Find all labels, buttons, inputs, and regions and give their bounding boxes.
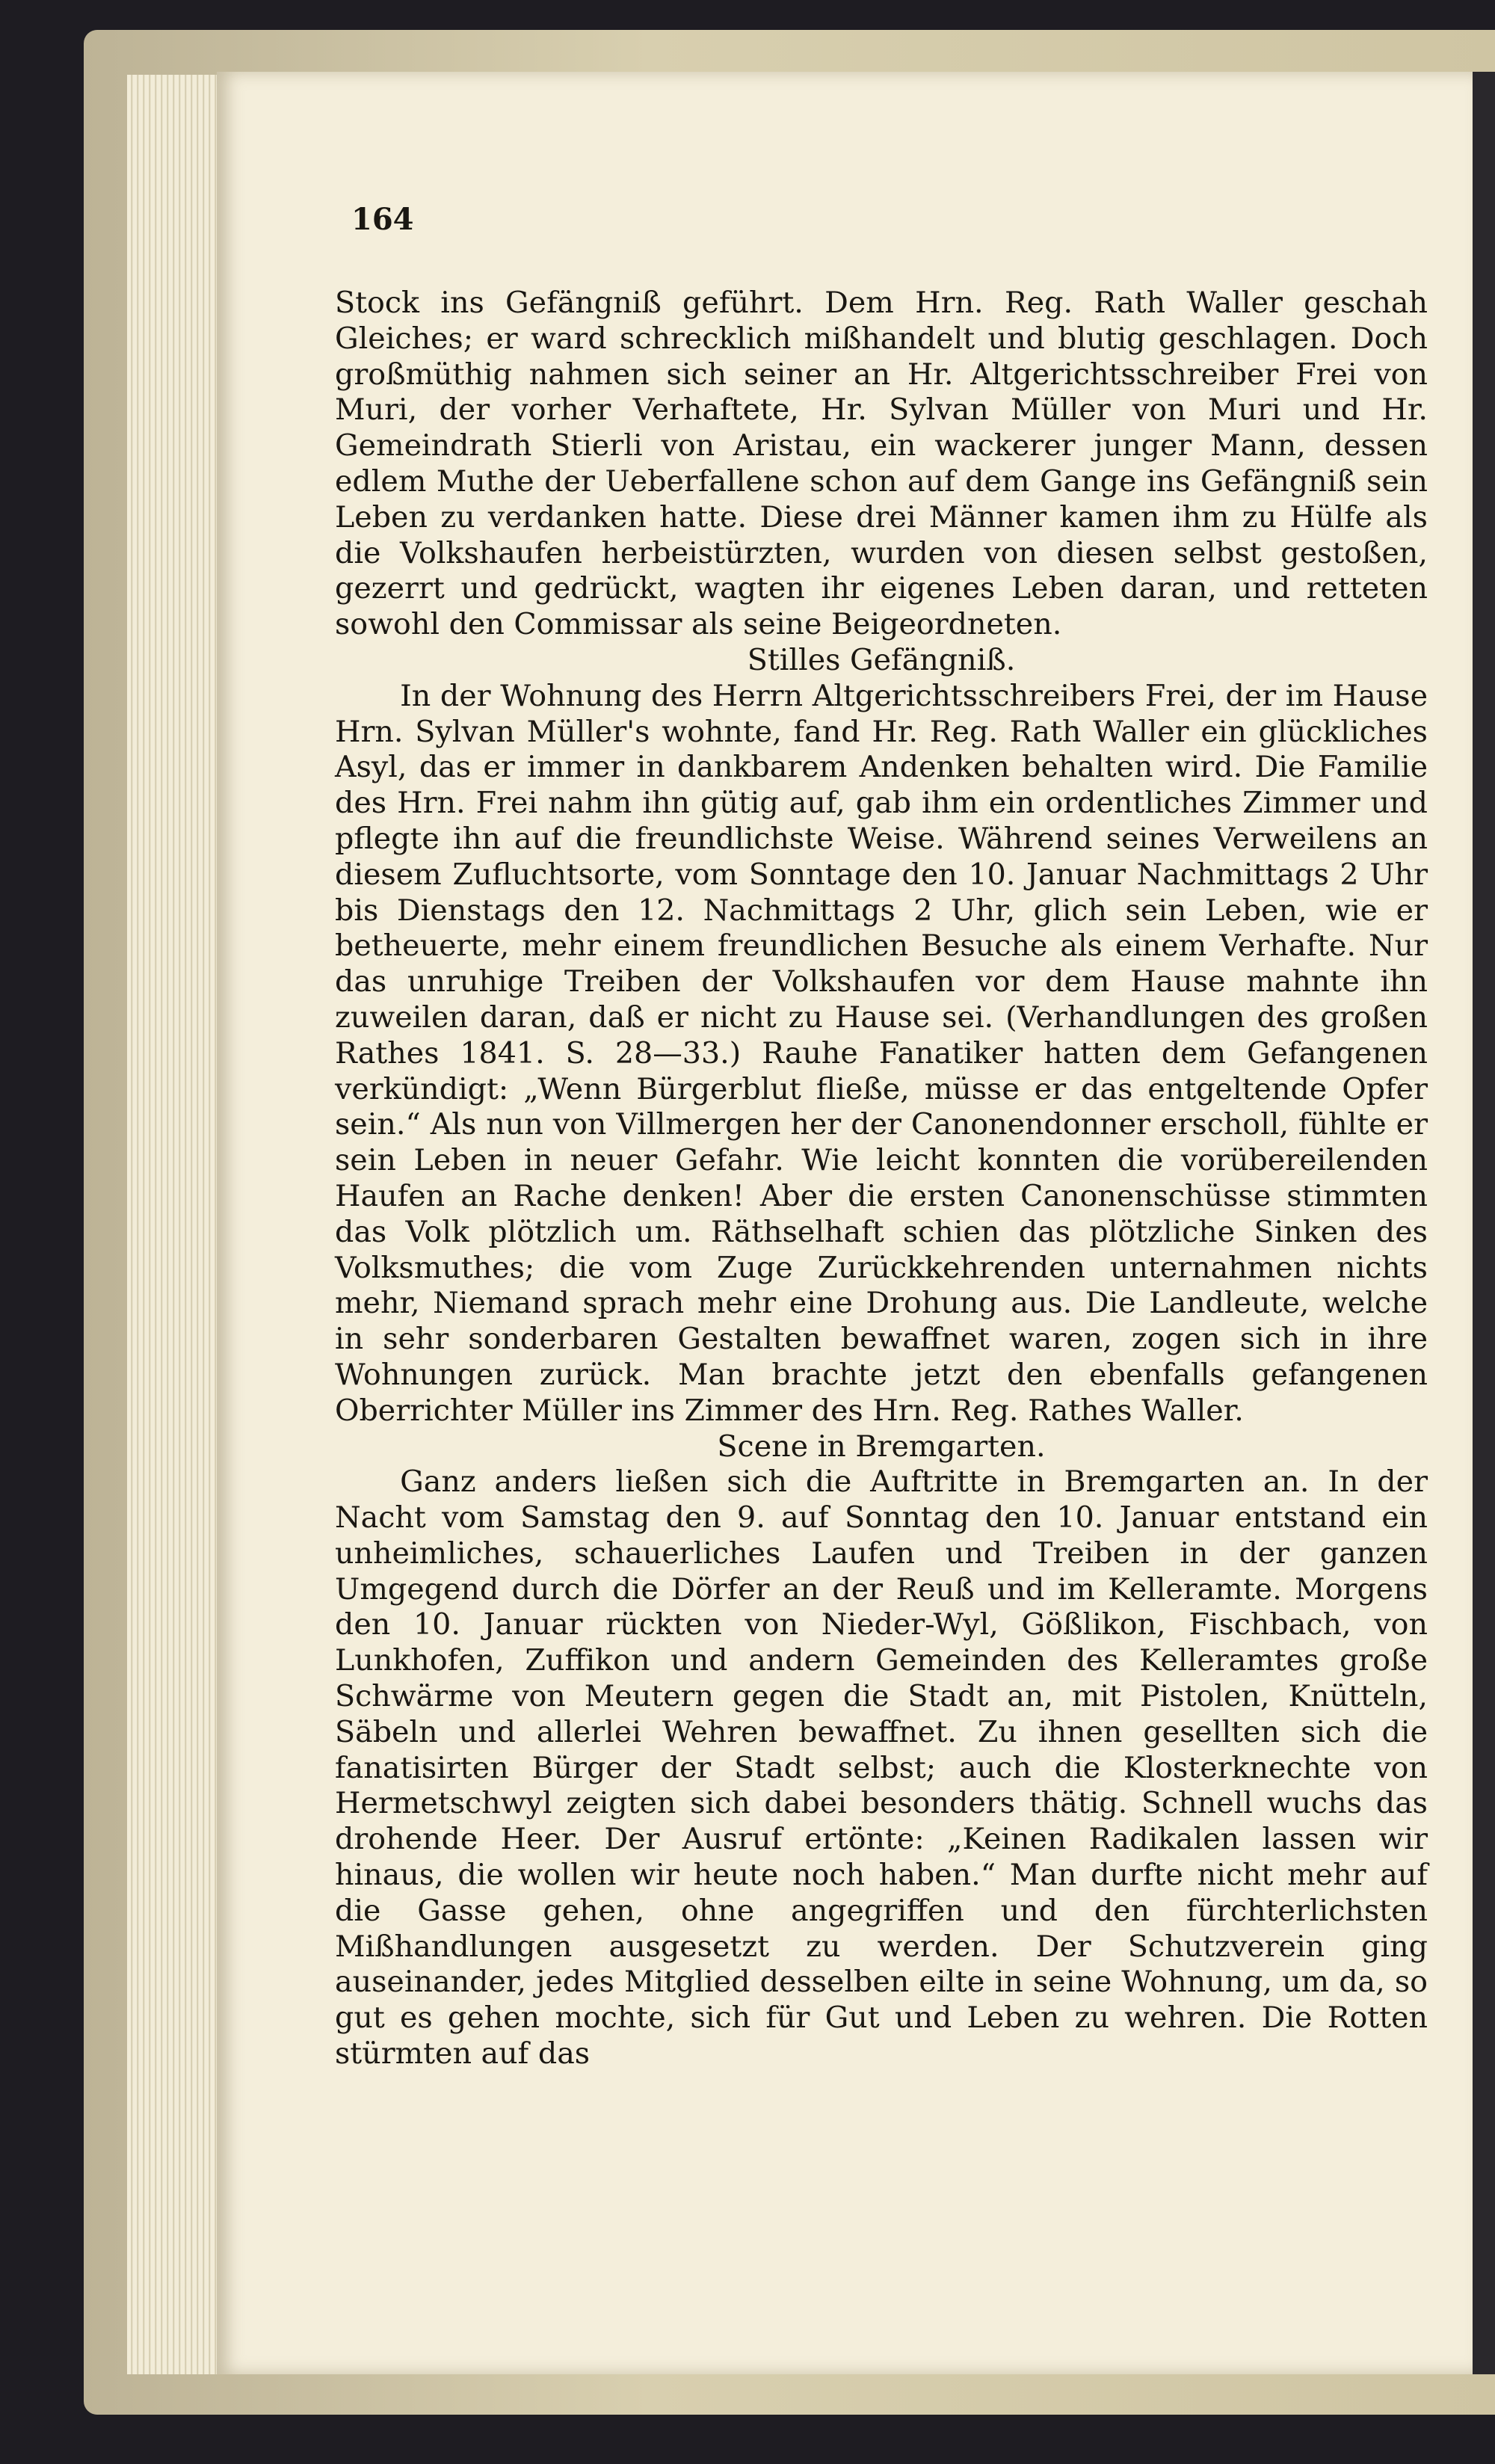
section-heading-scene-in-bremgarten: Scene in Bremgarten. [717, 1429, 1046, 1464]
page-text [335, 286, 1428, 2072]
section-heading-stilles-gefaengniss: Stilles Gefängniß. [747, 642, 1016, 677]
page-number: 164 [351, 202, 414, 237]
paragraph-1: Stock ins Gefängniß geführt. Dem Hrn. Reg. Rath Waller geschah Gleiches; er ward schrecklich mißhandelt und blutig geschlagen. Doch großmüthig nahmen sich seiner an Hr. Altgerichtsschreiber Frei von Muri, der vorher Verhaftete, Hr. Sylvan Müller von Muri und Hr. Gemeindrath Stierli von Aristau, ein wackerer junger Mann, dessen edlem Muthe der Ueberfallene schon auf dem Gange ins Gefängniß sein Leben zu verdanken hatte. Diese drei Männer kamen ihm zu Hülfe als die Volkshaufen herbeistürzten, wurden von diesen selbst gestoßen, gezerrt und gedrückt, wagten ihr eigenes Leben daran, und retteten sowohl den Commissar als seine Beigeordneten. [335, 286, 1428, 642]
background-edge [1473, 72, 1495, 2374]
paragraph-3: Ganz anders ließen sich die Auftritte in Bremgarten an. In der Nacht vom Samstag den 9. auf Sonntag den 10. Januar entstand ein unheimliches, schauerliches Laufen und Treiben in der ganzen Umgegend durch die Dörfer an der Reuß und im Kelleramte. Morgens den 10. Januar rückten von Nieder-Wyl, Gößlikon, Fischbach, von Lunkhofen, Zuffikon und andern Gemeinden des Kelleramtes große Schwärme von Meutern gegen die Stadt an, mit Pistolen, Knütteln, Säbeln und allerlei Wehren bewaffnet. Zu ihnen gesellten sich die fanatisirten Bürger der Stadt selbst; auch die Klosterknechte von Hermetschwyl zeigten sich dabei besonders thätig. Schnell wuchs das drohende Heer. Der Ausruf ertönte: „Keinen Radikalen lassen wir hinaus, die wollen wir heute noch haben.“ Man durfte nicht mehr auf die Gasse gehen, ohne angegriffen und den fürchterlichsten Mißhandlungen ausgesetzt zu werden. Der Schutzverein ging auseinander, jedes Mitglied desselben eilte in seine Wohnung, um da, so gut es gehen mochte, sich für Gut und Leben zu wehren. Die Rotten stürmten auf das [335, 1464, 1428, 2072]
paragraph-2: In der Wohnung des Herrn Altgerichtsschreibers Frei, der im Hause Hrn. Sylvan Müller's wohnte, fand Hr. Reg. Rath Waller ein glückliches Asyl, das er immer in dankbarem Andenken behalten wird. Die Familie des Hrn. Frei nahm ihn gütig auf, gab ihm ein ordentliches Zimmer und pflegte ihn auf die freundlichste Weise. Während seines Verweilens an diesem Zufluchtsorte, vom Sonntage den 10. Januar Nachmittags 2 Uhr bis Dienstags den 12. Nachmittags 2 Uhr, glich sein Leben, wie er betheuerte, mehr einem freundlichen Besuche als einem Verhafte. Nur das unruhige Treiben der Volkshaufen vor dem Hause mahnte ihn zuweilen daran, daß er nicht zu Hause sei. (Verhandlungen des großen Rathes 1841. S. 28—33.) Rauhe Fanatiker hatten dem Gefangenen verkündigt: „Wenn Bürgerblut fließe, müsse er das entgeltende Opfer sein.“ Als nun von Villmergen her der Canonendonner erscholl, fühlte er sein Leben in neuer Gefahr. Wie leicht konnten die vorübereilenden Haufen an Rache denken! Aber die ersten Canonenschüsse stimmten das Volk plötzlich um. Räthselhaft schien das plötzliche Sinken des Volksmuthes; die vom Zuge Zurückkehrenden unternahmen nichts mehr, Niemand sprach mehr eine Drohung aus. Die Landleute, welche in sehr sonderbaren Gestalten bewaffnet waren, zogen sich in ihre Wohnungen zurück. Man brachte jetzt den ebenfalls gefangenen Oberrichter Müller ins Zimmer des Hrn. Reg. Rathes Waller. [335, 678, 1428, 1428]
page-edges [127, 75, 224, 2374]
